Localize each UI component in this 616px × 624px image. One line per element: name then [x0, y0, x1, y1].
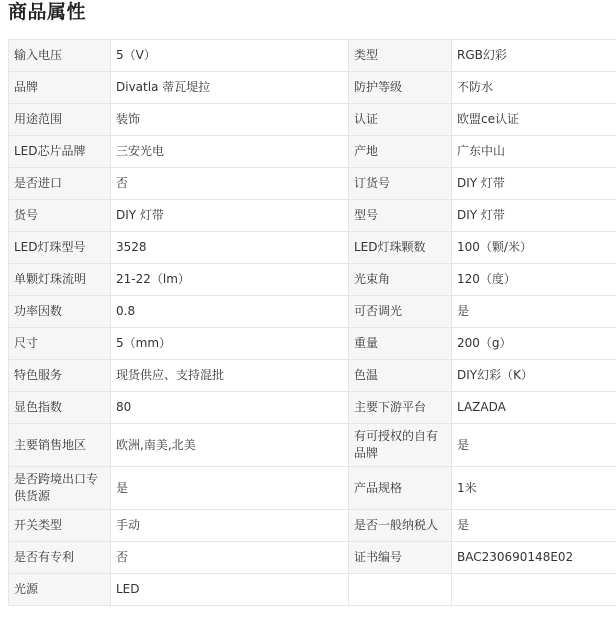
attribute-value: LED [111, 574, 349, 606]
attribute-name: 重量 [349, 328, 452, 360]
table-row [9, 542, 616, 574]
attribute-name: 型号 [349, 200, 452, 232]
attribute-name: 认证 [349, 104, 452, 136]
attribute-value: 0.8 [111, 296, 349, 328]
table-row [9, 328, 616, 360]
attribute-value: BAC230690148E02 [452, 542, 616, 574]
attribute-value: 120（度） [452, 264, 616, 296]
attribute-name: 产品规格 [349, 467, 452, 510]
table-row [9, 168, 616, 200]
attribute-value: 手动 [111, 510, 349, 542]
attribute-name: 类型 [349, 40, 452, 72]
attribute-value: 5（V） [111, 40, 349, 72]
attribute-value: 是 [452, 510, 616, 542]
attribute-name: 产地 [349, 136, 452, 168]
attribute-name: 货号 [9, 200, 111, 232]
table-row [9, 72, 616, 104]
attribute-name: 色温 [349, 360, 452, 392]
attribute-value: LAZADA [452, 392, 616, 424]
attribute-name: 光源 [9, 574, 111, 606]
attribute-value: 欧洲,南美,北美 [111, 424, 349, 467]
table-row [9, 510, 616, 542]
attribute-value: 否 [111, 542, 349, 574]
table-row [9, 424, 616, 467]
attribute-value: 不防水 [452, 72, 616, 104]
attribute-value: 3528 [111, 232, 349, 264]
product-attributes-table [8, 39, 616, 606]
attribute-value: 80 [111, 392, 349, 424]
attribute-name: 特色服务 [9, 360, 111, 392]
attribute-value: DIY 灯带 [452, 168, 616, 200]
table-row [9, 574, 616, 606]
attribute-name: 用途范围 [9, 104, 111, 136]
attribute-name: 证书编号 [349, 542, 452, 574]
attribute-name: 订货号 [349, 168, 452, 200]
attribute-name: 主要下游平台 [349, 392, 452, 424]
attribute-value: 21-22（lm） [111, 264, 349, 296]
attribute-name: 尺寸 [9, 328, 111, 360]
attribute-name: LED灯珠颗数 [349, 232, 452, 264]
table-row [9, 467, 616, 510]
attribute-name: 是否进口 [9, 168, 111, 200]
attribute-value: 广东中山 [452, 136, 616, 168]
attribute-value: 200（g） [452, 328, 616, 360]
attribute-value [452, 574, 616, 606]
table-row [9, 104, 616, 136]
attribute-value: 否 [111, 168, 349, 200]
table-row [9, 360, 616, 392]
attribute-name: 品牌 [9, 72, 111, 104]
attribute-name: 输入电压 [9, 40, 111, 72]
attribute-value: RGB幻彩 [452, 40, 616, 72]
table-row [9, 296, 616, 328]
attribute-name: 光束角 [349, 264, 452, 296]
table-row [9, 264, 616, 296]
table-row [9, 136, 616, 168]
attribute-value: DIY幻彩（K） [452, 360, 616, 392]
table-row [9, 200, 616, 232]
attribute-value: DIY 灯带 [452, 200, 616, 232]
attribute-value: 100（颗/米） [452, 232, 616, 264]
attribute-value: 是 [452, 296, 616, 328]
attribute-name: 是否跨境出口专供货源 [9, 467, 111, 510]
attribute-value: 装饰 [111, 104, 349, 136]
attribute-name: 是否有专利 [9, 542, 111, 574]
attribute-value: Divatla 蒂瓦堤拉 [111, 72, 349, 104]
attribute-name: LED灯珠型号 [9, 232, 111, 264]
attribute-value: 1米 [452, 467, 616, 510]
attribute-value: 三安光电 [111, 136, 349, 168]
table-row [9, 392, 616, 424]
attribute-name: 显色指数 [9, 392, 111, 424]
section-title: 商品属性 [8, 1, 87, 23]
attribute-name: 可否调光 [349, 296, 452, 328]
attribute-name: 防护等级 [349, 72, 452, 104]
attribute-name: 是否一般纳税人 [349, 510, 452, 542]
attribute-value: 现货供应、支持混批 [111, 360, 349, 392]
attribute-name: 有可授权的自有品牌 [349, 424, 452, 467]
attribute-name: LED芯片品牌 [9, 136, 111, 168]
table-row [9, 232, 616, 264]
table-row [9, 40, 616, 72]
attribute-name: 主要销售地区 [9, 424, 111, 467]
attribute-value: DIY 灯带 [111, 200, 349, 232]
attribute-value: 5（mm） [111, 328, 349, 360]
attribute-value: 欧盟ce认证 [452, 104, 616, 136]
attribute-value: 是 [452, 424, 616, 467]
attribute-name: 开关类型 [9, 510, 111, 542]
attribute-name: 单颗灯珠流明 [9, 264, 111, 296]
attribute-value: 是 [111, 467, 349, 510]
attribute-name: 功率因数 [9, 296, 111, 328]
attribute-name [349, 574, 452, 606]
